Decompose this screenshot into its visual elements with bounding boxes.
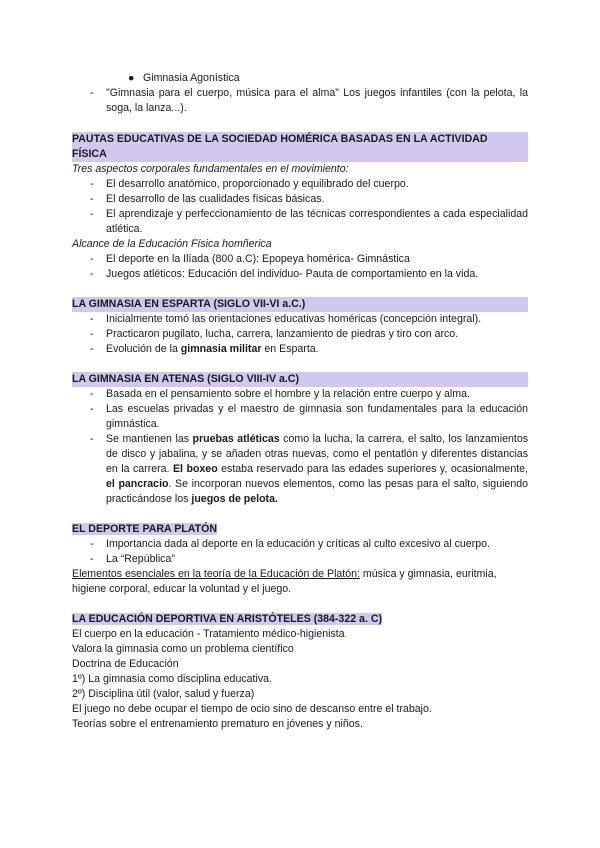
dash-marker: - <box>90 403 94 415</box>
text-line: 2º) Disciplina útil (valor, salud y fuerza) <box>72 688 255 700</box>
paragraph-text: música y gimnasia, euritmia, higiene corporal, educar la voluntad y el juego. <box>72 568 497 595</box>
text-line: El cuerpo en la educación - Tratamiento médico-higienista <box>72 628 345 640</box>
list-item-text: La “República” <box>106 553 175 565</box>
heading-line-2: FÍSICA <box>72 148 107 160</box>
list-item-text: como la lucha, la carrera, el salto, los lanzamientos de disco y jabalina, y se añaden otras nuevas, como el pentatlón y diferentes distancias en la carrera. <box>106 433 529 475</box>
dash-marker: - <box>90 178 94 190</box>
list-item-text: Basada en el pensamiento sobre el hombre y la relación entre cuerpo y alma. <box>106 388 470 400</box>
bullet-icon: ● <box>128 72 135 84</box>
list-item <box>72 252 528 267</box>
dash-marker: - <box>90 313 94 325</box>
dash-marker: - <box>90 208 94 220</box>
heading-line-1: PAUTAS EDUCATIVAS DE LA SOCIEDAD HOMÉRICA BASADAS EN LA ACTIVIDAD <box>72 133 488 145</box>
list-item-text: Practicaron pugilato, lucha, carrera, lanzamiento de piedras y tiro con arco. <box>106 328 459 340</box>
list-item-text: Evolución de la <box>106 343 181 355</box>
list-item-text: El aprendizaje y perfeccionamiento de las técnicas correspondientes a cada especialidad atlética. <box>106 208 528 235</box>
text-line: El juego no debe ocupar el tiempo de ocio sino de descanso entre el trabajo. <box>72 703 432 715</box>
list-item <box>72 402 528 432</box>
list-item <box>72 537 528 552</box>
list-item-text: Las escuelas privadas y el maestro de gimnasia son fundamentales para la educación gimnástica. <box>106 403 528 430</box>
dash-marker: - <box>90 193 94 205</box>
dash-marker: - <box>90 538 94 550</box>
list-item-text: El desarrollo de las cualidades físicas básicas. <box>106 193 325 205</box>
text-line: Valora la gimnasia como un problema científico <box>72 643 294 655</box>
list-item <box>72 267 528 282</box>
dash-marker: - <box>90 343 94 355</box>
list-item <box>72 192 528 207</box>
list-item-bullet <box>72 71 528 86</box>
document-content <box>72 71 528 732</box>
section-heading-atenas: LA GIMNASIA EN ATENAS (SIGLO VIII-IV a.C) <box>72 372 528 387</box>
list-item-text: Importancia dada al deporte en la educación y críticas al culto excesivo al cuerpo. <box>106 538 490 550</box>
section-heading-platon <box>72 522 528 537</box>
list-item <box>72 387 528 402</box>
bold-term: gimnasia militar <box>180 343 262 355</box>
text-line: Teorías sobre el entrenamiento prematuro en jóvenes y niños. <box>72 718 363 730</box>
dash-marker: - <box>90 388 94 400</box>
bold-term: juegos de pelota. <box>191 493 278 505</box>
section-heading-aristoteles <box>72 612 528 627</box>
dash-marker: - <box>90 433 94 445</box>
text-line: 1º) La gimnasia como disciplina educativa. <box>72 673 272 685</box>
list-item <box>72 342 528 357</box>
bold-term: el pancracio <box>106 478 169 490</box>
bold-term: El boxeo <box>172 463 218 475</box>
list-item <box>72 312 528 327</box>
heading-text: EL DEPORTE PARA PLATÓN <box>72 523 217 535</box>
subheading: Tres aspectos corporales fundamentales en el movimiento: <box>72 163 349 175</box>
heading-text: LA EDUCACIÓN DEPORTIVA EN ARISTÓTELES (384-322 a. C) <box>72 613 383 625</box>
list-item-text: . Se incorporan nuevos elementos, como las pesas para el salto, siguiendo practicándose los <box>106 478 529 505</box>
dash-marker: - <box>90 253 94 265</box>
dash-marker: - <box>90 328 94 340</box>
dash-marker: - <box>90 87 94 99</box>
bold-term: pruebas atléticas <box>192 433 280 445</box>
list-item-text: "Gimnasia para el cuerpo, música para el alma" Los juegos infantiles (con la pelota, la soga, la lanza...). <box>106 87 528 114</box>
list-item <box>72 207 528 237</box>
section-heading-esparta: LA GIMNASIA EN ESPARTA (SIGLO VII-VI a.C.) <box>72 297 528 312</box>
list-item-text: estaba reservado para las edades superiores y, ocasionalmente, <box>217 463 528 475</box>
list-item-text: Se mantienen las <box>106 433 193 445</box>
section-heading-homerica <box>72 132 528 162</box>
subheading: Alcance de la Educación Física homñerica <box>72 238 272 250</box>
list-item <box>72 552 528 567</box>
dash-marker: - <box>90 268 94 280</box>
text-line: Doctrina de Educación <box>72 658 179 670</box>
list-item-text: en Esparta. <box>261 343 319 355</box>
dash-marker: - <box>90 553 94 565</box>
paragraph-elements <box>72 567 528 597</box>
underlined-label: Elementos esenciales en la teoría de la Educación de Platón: <box>72 568 360 580</box>
list-item-text: El desarrollo anatómico, proporcionado y equilibrado del cuerpo. <box>106 178 409 190</box>
list-item <box>72 177 528 192</box>
list-item <box>72 432 528 507</box>
list-item <box>72 327 528 342</box>
list-item <box>72 86 528 116</box>
bullet-text: Gimnasia Agonística <box>143 72 240 84</box>
list-item-text: Inicialmente tomó las orientaciones educativas homéricas (concepción integral). <box>106 313 482 325</box>
list-item-text: El deporte en la Ilíada (800 a.C): Epopeya homérica- Gimnástica <box>106 253 410 265</box>
list-item-text: Juegos atléticos: Educación del individuo- Pauta de comportamiento en la vida. <box>106 268 479 280</box>
